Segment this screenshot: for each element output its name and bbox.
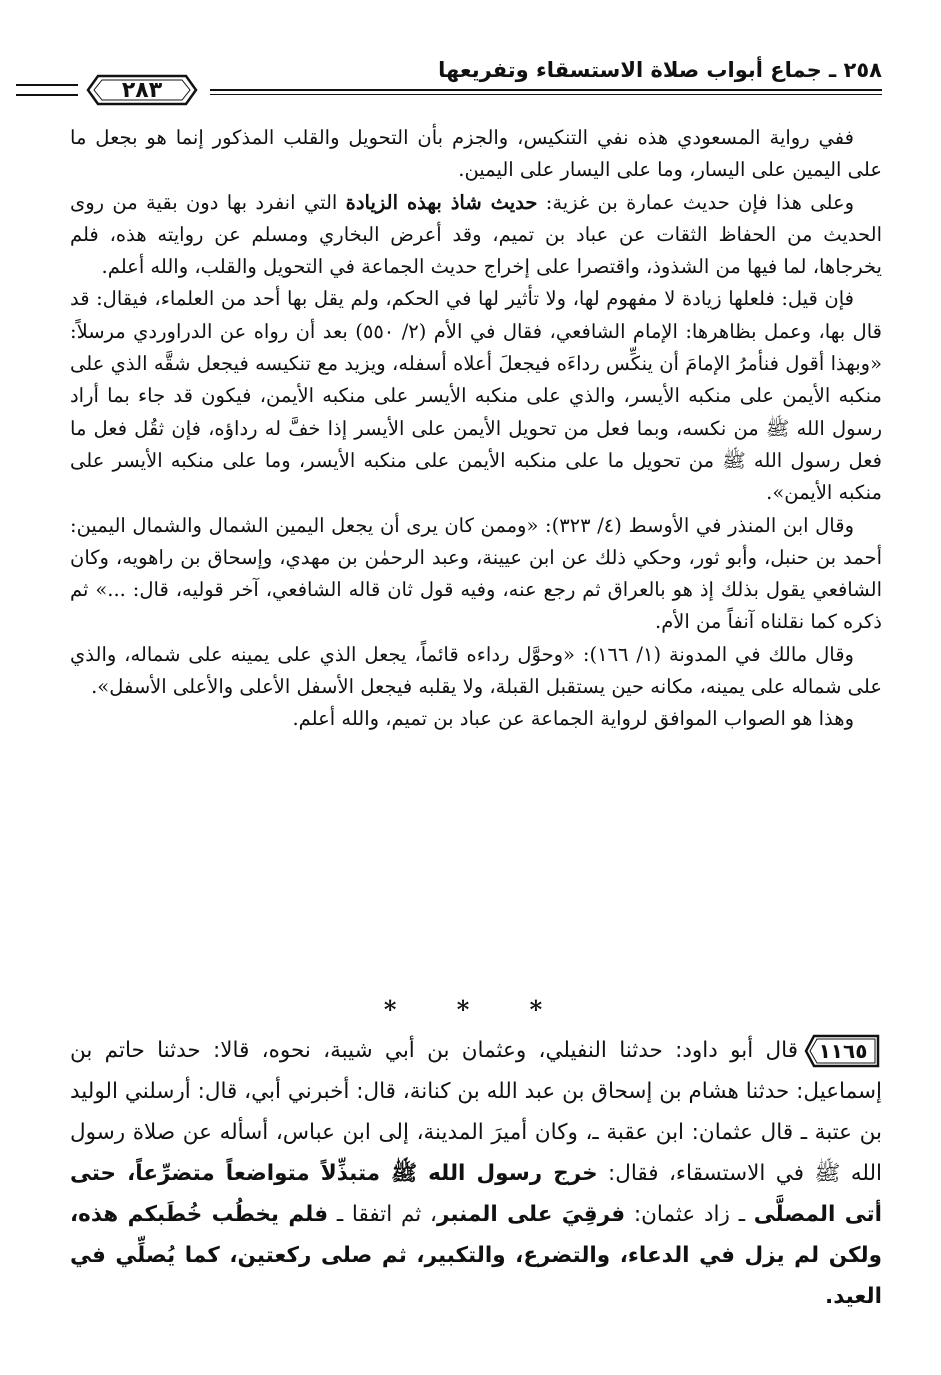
hadith-text: قال أبو داود: حدثنا النفيلي، وعثمان بن أبي شيبة، نحوه، قالا: حدثنا حاتم بن إسماعيل: حدثنا هشام بن إسحاق بن عبد الله بن كنانة، قال: أخبرني أبي، قال: أرسلني الوليد بن عتبة ـ قال عثمان: ابن عقبة ـ، وكان أميرَ المدينة، إلى ابن عباس، أسأله عن صلاة رسول الله ﷺ في الاستسقاء، فقال: <box>70 1038 882 1186</box>
paragraph: فإن قيل: فلعلها زيادة لا مفهوم لها، ولا تأثير لها في الحكم، ولم يقل بها أحد من العلماء، فيقال: قد قال بها، وعمل بظاهرها: الإمام الشافعي، فقال في الأم (٢/ ٥٥٠) بعد أن رواه عن الدراوردي مرسلاً: «وبهذا أقول فنأمرُ الإمامَ أن ينكِّس رداءَه فيجعلَ أعلاه أسفله، ويزيد مع تنكيسه فيجعل شقَّه الذي على منكبه الأيمن على منكبه الأيسر، والذي على منكبه الأيسر على منكبه الأيمن، فيكون قد جاء بما أراد رسول الله ﷺ من نكسه، وبما فعل من تحويل الأيمن على الأيسر إذا خفَّ له رداؤه، فإن ثقُل فعل ما فعل رسول الله ﷺ من تحويل ما على منكبه الأيمن على منكبه الأيسر، وما على منكبه الأيسر على منكبه الأيمن». <box>70 287 882 505</box>
hadith-matn-bold: فلم يخطُب خُطَبكم هذه، ولكن لم يزل في الدعاء، والتضرع، والتكبير، ثم صلى ركعتين، كما يُصلِّي في العيد. <box>70 1202 882 1309</box>
hadith-matn-bold: فرقِيَ على المنبر <box>436 1202 626 1227</box>
paragraph <box>70 187 882 284</box>
book-page <box>70 40 882 1350</box>
header-rule <box>210 89 882 91</box>
section-separator: * * * <box>383 995 569 1024</box>
hadith-text: ، ثم اتفقا ـ <box>328 1202 437 1227</box>
commentary-text <box>70 122 882 736</box>
page-number-frame <box>84 74 200 106</box>
paragraph: وقال مالك في المدونة (١/ ١٦٦): «وحوَّل رداءه قائماً، يجعل الذي على يمينه على شماله، والذي على شماله على يمينه، مكانه حين يستقبل القبلة، ولا يقلبه فيجعل الأسفل الأعلى والأعلى الأسفل». <box>70 642 882 699</box>
running-title: ٢٥٨ ـ جماع أبواب صلاة الاستسقاء وتفريعها <box>438 58 882 82</box>
paragraph-text: التي انفرد بها دون بقية من روى الحديث من الحفاظ الثقات عن عباد بن تميم، وقد أعرض البخاري ومسلم عن روايته هذه، فلم يخرجاها، لما فيها من الشذوذ، واقتصرا على إخراج حديث الجماعة في التحويل والقلب، والله أعلم. <box>70 190 882 279</box>
hadith-number-frame <box>804 1034 882 1068</box>
paragraph: وقال ابن المنذر في الأوسط (٤/ ٣٢٣): «وممن كان يرى أن يجعل اليمين الشمال والشمال اليمين: أحمد بن حنبل، وأبو ثور، وحكي ذلك عن ابن عيينة، وعبد الرحمٰن بن مهدي، وإسحاق بن راهويه، وكان الشافعي يقول بذلك إذ هو بالعراق ثم رجع عنه، وفيه قول ثان قاله الشافعي، آخر قوليه، قال: ...» ثم ذكره كما نقلناه آنفاً من الأم. <box>70 513 882 634</box>
page-header <box>70 40 882 104</box>
paragraph-text: وعلى هذا فإن حديث عمارة بن غزية: <box>537 190 854 214</box>
header-rule-thin <box>210 94 882 95</box>
emphasis-text: حديث شاذ بهذه الزيادة <box>345 190 538 214</box>
hadith-text: ـ زاد عثمان: <box>625 1202 754 1227</box>
hadith-matn-bold: خرج رسول الله ﷺ متبذِّلاً متواضعاً متضرِّعاً، حتى أتى المصلَّى <box>70 1161 882 1227</box>
header-left-double-rule <box>16 84 78 96</box>
paragraph: وهذا هو الصواب الموافق لرواية الجماعة عن عباد بن تميم، والله أعلم. <box>292 707 854 731</box>
paragraph: ففي رواية المسعودي هذه نفي التنكيس، والجزم بأن التحويل والقلب المذكور إنما هو بجعل ما على اليمين على اليسار، وما على اليسار على اليمين. <box>70 126 882 182</box>
hadith-block <box>70 1030 882 1317</box>
page-number: ٢٨٣ <box>121 77 163 103</box>
hadith-number: ١١٦٥ <box>818 1039 868 1063</box>
